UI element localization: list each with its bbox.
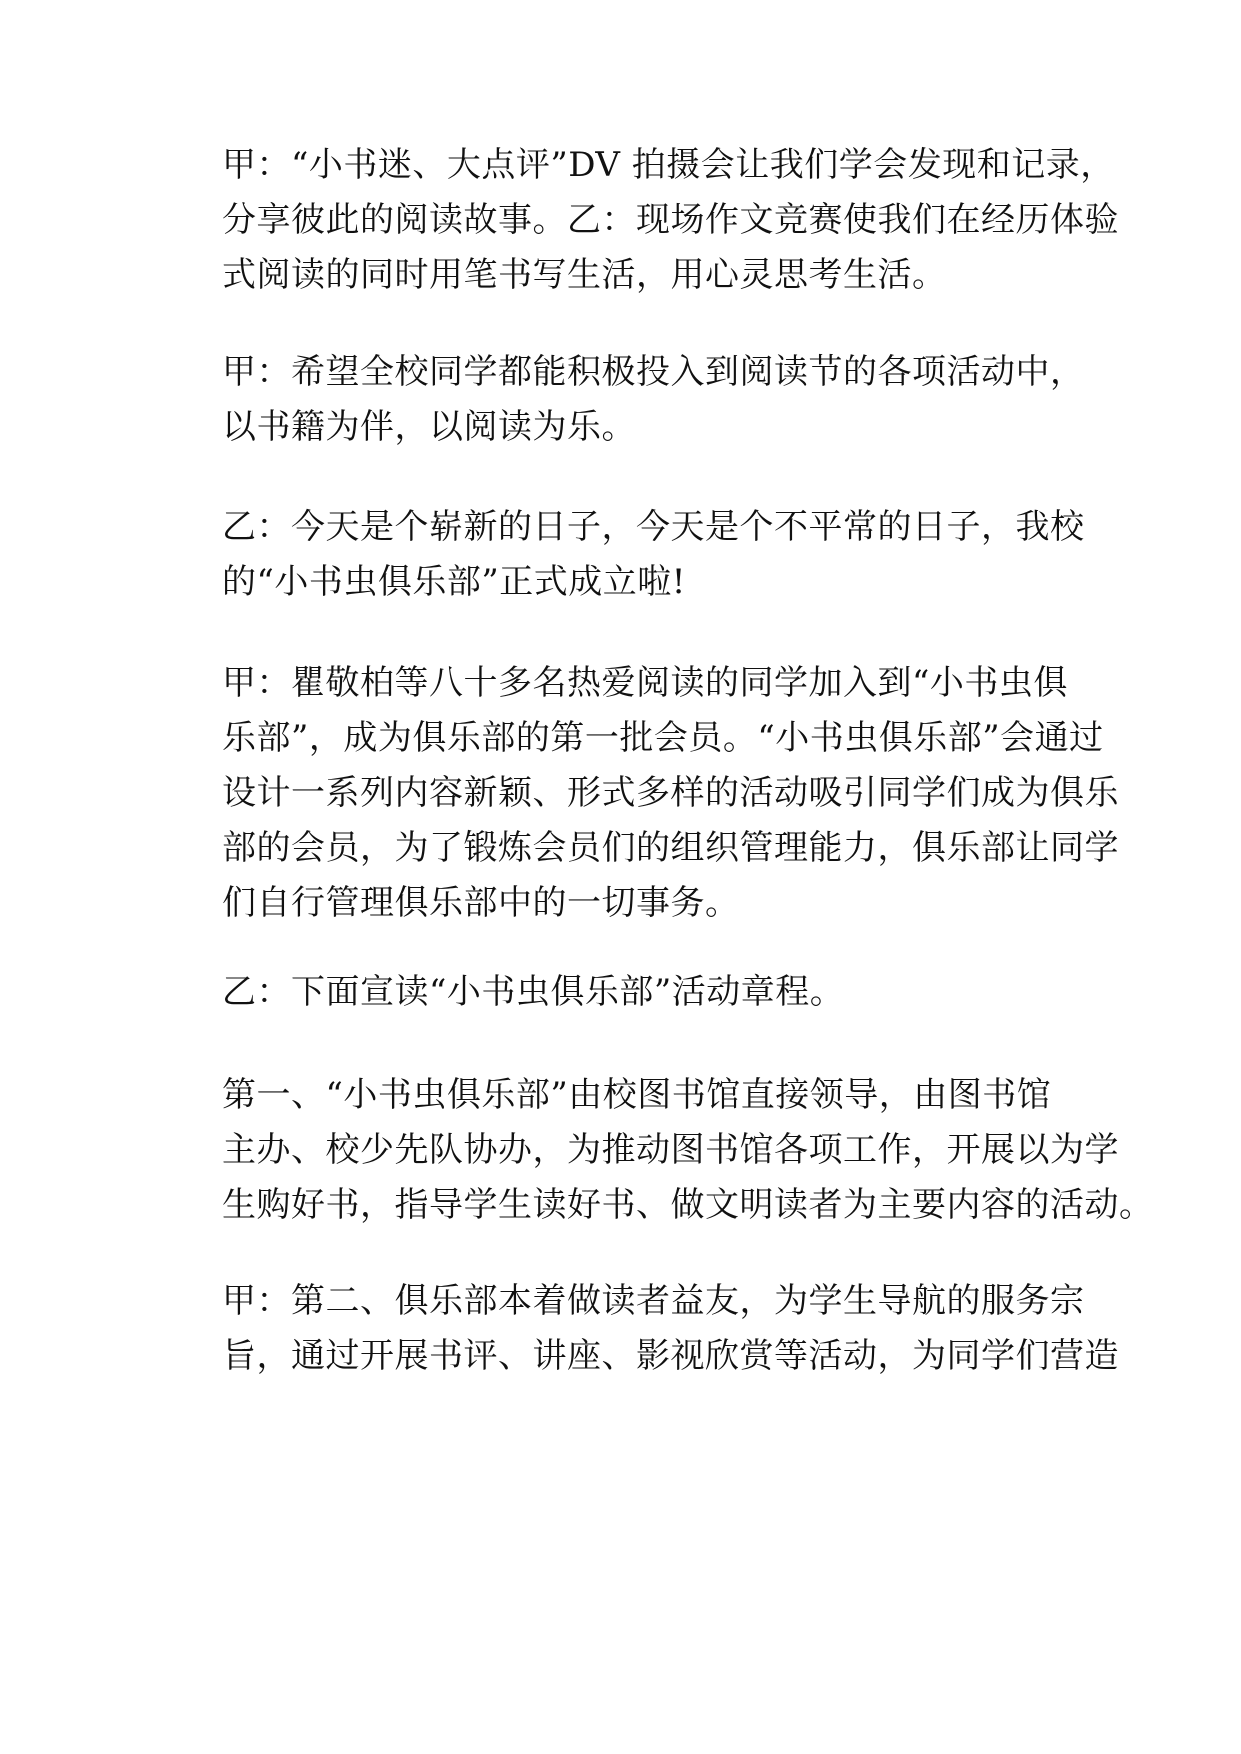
paragraph-5 xyxy=(188,965,1058,1020)
paragraph-line: 设计一系列内容新颖、形式多样的活动吸引同学们成为俱乐 xyxy=(222,773,1119,813)
paragraph-line: 主办、校少先队协办，为推动图书馆各项工作，开展以为学 xyxy=(222,1130,1119,1170)
paragraph-line: 第一、“小书虫俱乐部”由校图书馆直接领导，由图书馆 xyxy=(222,1075,1052,1115)
paragraph-3 xyxy=(188,500,1085,610)
paragraph-6 xyxy=(188,1068,1154,1233)
paragraph-line: 甲：瞿敬柏等八十多名热爱阅读的同学加入到“小书虫俱 xyxy=(222,663,1068,703)
paragraph-line: 部的会员，为了锻炼会员们的组织管理能力，俱乐部让同学 xyxy=(222,828,1119,868)
paragraph-4 xyxy=(188,656,1119,931)
paragraph-line: 甲：第二、俱乐部本着做读者益友，为学生导航的服务宗 xyxy=(222,1281,1085,1321)
paragraph-line: 乐部”，成为俱乐部的第一批会员。“小书虫俱乐部”会通过 xyxy=(222,718,1104,758)
paragraph-1 xyxy=(188,138,1119,303)
paragraph-line: 式阅读的同时用笔书写生活，用心灵思考生活。 xyxy=(222,255,947,295)
paragraph-line: 分享彼此的阅读故事。乙：现场作文竞赛使我们在经历体验 xyxy=(222,200,1119,240)
paragraph-line: 旨，通过开展书评、讲座、影视欣赏等活动，为同学们营造 xyxy=(222,1336,1119,1376)
paragraph-line: 们自行管理俱乐部中的一切事务。 xyxy=(222,883,740,923)
paragraph-line: 以书籍为伴，以阅读为乐。 xyxy=(222,407,636,447)
paragraph-line: 甲：希望全校同学都能积极投入到阅读节的各项活动中， xyxy=(222,352,1085,392)
paragraph-line: 的“小书虫俱乐部”正式成立啦! xyxy=(222,562,686,602)
paragraph-line: 生购好书，指导学生读好书、做文明读者为主要内容的活动。 xyxy=(222,1185,1154,1225)
paragraph-line: 乙：下面宣读“小书虫俱乐部”活动章程。 xyxy=(222,972,845,1012)
paragraph-line: 甲：“小书迷、大点评”DV 拍摄会让我们学会发现和记录， xyxy=(222,145,1115,185)
paragraph-2 xyxy=(188,345,1085,455)
paragraph-line: 乙：今天是个崭新的日子，今天是个不平常的日子，我校 xyxy=(222,507,1085,547)
paragraph-7 xyxy=(188,1274,1119,1384)
